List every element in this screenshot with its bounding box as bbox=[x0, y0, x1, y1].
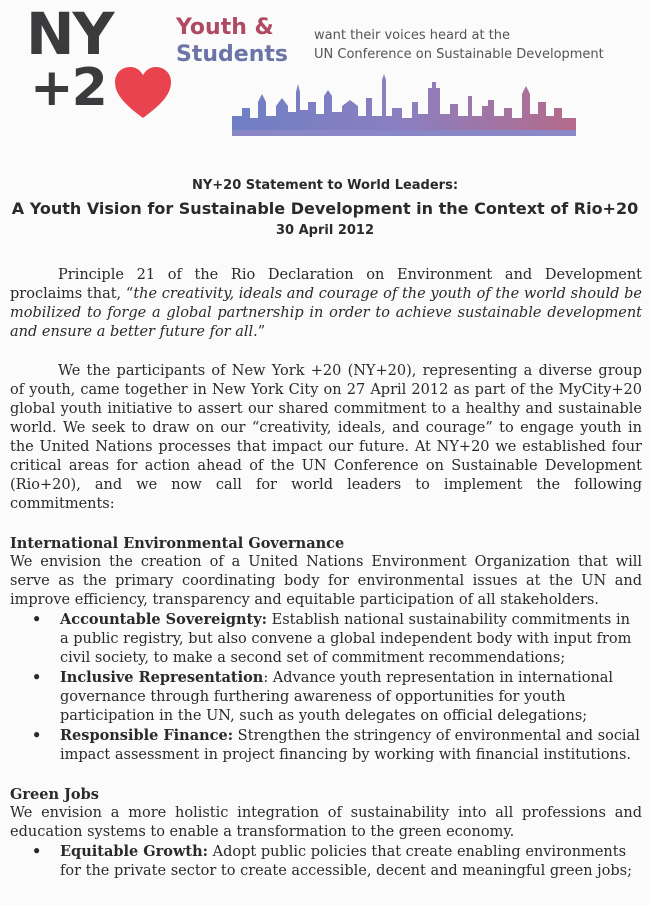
bullet-text: Strengthen the stringency of environmental and social impact assessment in project financing by working with financial institutions. bbox=[60, 728, 640, 763]
logo-ny-text: NY bbox=[26, 0, 113, 68]
document-date: 30 April 2012 bbox=[275, 223, 374, 238]
banner-title bbox=[176, 14, 288, 68]
list-item: • Responsible Finance: Strengthen the stringency of environmental and social impact assessment in project financing by working with financial institutions. bbox=[32, 727, 640, 763]
bullet-term: Equitable Growth: bbox=[60, 843, 209, 860]
tagline-line1: want their voices heard at the bbox=[314, 28, 511, 43]
section-text-governance: We envision the creation of a United Nations Environment Organization that will serve as the primary coordinating body for environmental issues at the UN and improve efficiency, transparency and equitable participation of all stakeholders. bbox=[10, 554, 642, 608]
document-titles bbox=[0, 176, 650, 240]
bullet-term: Responsible Finance: bbox=[60, 727, 234, 744]
header-banner bbox=[0, 0, 650, 150]
bullet-text: Establish national sustainability commitments in a public registry, but also convene a global independent body with input from civil society, to make a second set of commitment recommendations; bbox=[60, 612, 632, 666]
intro-p1-end: ” bbox=[257, 324, 266, 340]
document-title: A Youth Vision for Sustainable Development in the Context of Rio+20 bbox=[11, 199, 639, 218]
rio-principle-quote: the creativity, ideals and courage of the youth of the world should be mobilized to forge a global partnership in order to achieve sustainable development and ensure a better future for all. bbox=[10, 286, 642, 340]
city-skyline-icon bbox=[232, 72, 576, 136]
banner-title-line2: Students bbox=[176, 42, 288, 67]
banner-title-line1: Youth & bbox=[176, 15, 274, 40]
bullet-text: Adopt public policies that create enabling environments for the private sector to create accessible, decent and meaningful green jobs; bbox=[60, 844, 632, 879]
intro-p1-text: Principle 21 of the Rio Declaration on Environment and Development proclaims that, “ bbox=[10, 267, 642, 302]
green-jobs-bullet-list bbox=[10, 842, 642, 881]
bullet-term: Inclusive Representation bbox=[60, 669, 264, 686]
bullet-term: Accountable Sovereignty: bbox=[60, 611, 268, 628]
document-body bbox=[10, 266, 642, 881]
intro-paragraph-1 bbox=[10, 266, 642, 342]
list-item: • Equitable Growth: Adopt public policies that create enabling environments for the private sector to create accessible, decent and meaningful green jobs; bbox=[32, 843, 632, 879]
tagline-line2: UN Conference on Sustainable Development bbox=[314, 47, 604, 62]
statement-heading: NY+20 Statement to World Leaders: bbox=[191, 178, 459, 193]
logo-plus20-text: +2 bbox=[30, 58, 106, 118]
section-heading-governance: International Environmental Governance bbox=[10, 535, 345, 552]
governance-bullet-list bbox=[10, 610, 642, 765]
section-heading-green-jobs: Green Jobs bbox=[10, 786, 99, 803]
banner-tagline bbox=[314, 26, 604, 64]
bullet-text: : Advance youth representation in international governance through furthering awareness of opportunities for youth participation in the UN, such as youth delegates on official delegations; bbox=[60, 670, 614, 724]
section-text-green-jobs: We envision a more holistic integration of sustainability into all professions and education systems to enable a transformation to the green economy. bbox=[10, 805, 642, 840]
list-item: • Inclusive Representation: Advance youth representation in international governance through furthering awareness of opportunities for youth participation in the UN, such as youth delegates on official delegations; bbox=[32, 669, 614, 724]
intro-paragraph-2: We the participants of New York +20 (NY+20), representing a diverse group of youth, came together in New York City on 27 April 2012 as part of the MyCity+20 global youth initiative to assert our shared commitment to a healthy and sustainable world. We seek to draw on our “creativity, ideals, and courage” to engage youth in the United Nations processes that impact our future. At NY+20 we established four critical areas for action ahead of the UN Conference on Sustainable Development (Rio+20), and we now call for world leaders to implement the following commitments: bbox=[10, 363, 642, 512]
ny20-logo bbox=[22, 0, 162, 131]
list-item: • Accountable Sovereignty: Establish national sustainability commitments in a public registry, but also convene a global independent body with input from civil society, to make a second set of commitment recommendations; bbox=[32, 611, 632, 666]
heart-icon bbox=[114, 66, 172, 120]
